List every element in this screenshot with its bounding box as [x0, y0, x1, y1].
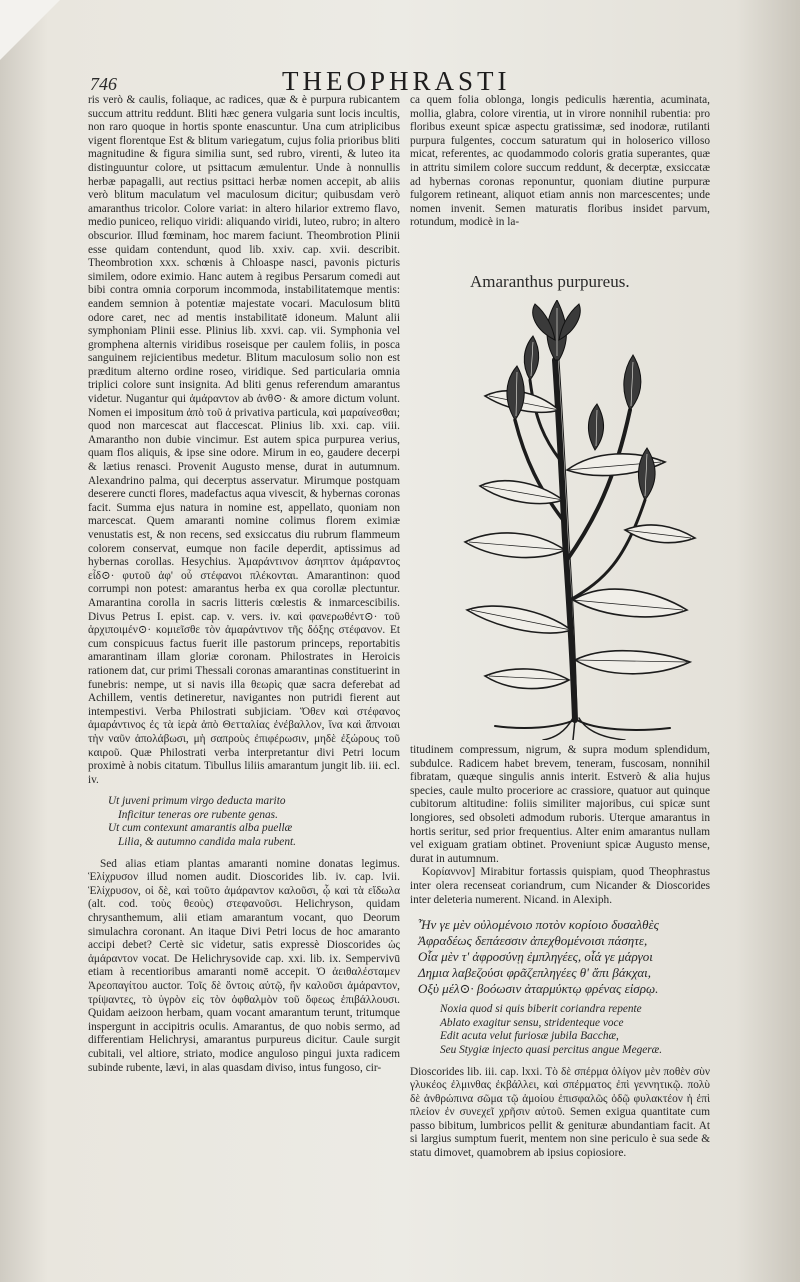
greek-verse-line: Οξὺ μέλ⊙· βοόωσιν ἀταρμύκτῳ φρένας εἰσρῳ. [418, 981, 659, 997]
latin-verse-translation [440, 1003, 710, 1057]
greek-verse-line: Δημια λαβεζούσι φρᾶζεπληγέες θ' ἅπι βάκχαι, [418, 965, 652, 981]
page-fold-corner [0, 0, 60, 60]
left-paragraph: ris verò & caulis, foliaque, ac radices, quæ & è purpura rubicantem succum attritu reddunt. Bliti hæc genera vulgaria sunt locis incultis, non raro quoque in hortis sponte enascuntur. Una cum atriplicibus vigent florentque Est & blitum variegatum, cujus folia prioribus bliti magnitudine & figura similia sunt, sed rubro, virenti, & luteo ita distinguuntur colore, ut psittacum æmulentur. Unde à nonnullis herbæ papagalli, aut rectius psittaci herbæ nomen accepit, ab aliis verò blitum maculatum vel maculosum dicitur; quibusdam verò amaranthus tricolor. Colore variat: in altero hilarior extremo flavo, medio puniceo, reliquo viridi: aliquando viridi, luteo, rubro; in altero obscurior. Illud fœminam, hoc marem faciunt. Theombrotion Plinii esse quidam contendunt, quod lib. xxiv. cap. xvii. describit. Theombrotion xxx. schœnis à Chloaspe nasci, pavonis picturis similem, odore eximio. Hanc autem à regibus Persarum comedi aut bibi contra omnia corporum incommoda, instabilitatemque mentis: eandem semnion à potentiæ majestate vocari. Maculosum blitū odore caret, nec ad mentis instabilitatē idoneum. Malunt alii symphoniam Plinii esse. Plinius lib. xxvi. cap. vii. Symphonia vel gromphena alternis viridibus roseisque per caulem foliis, in posca sanguinem rejicientibus medetur. Blitum maculosum solio non est præditum alterno ordine roseo, viridique. Sed particularia omnia triplici colore sunt insignita. Ad bliti genus referendum amarantus videtur. Nugantur qui ἀμάραντον ab ἀνθ⊙· & amore dictum volunt. Nomen ei impositum ἀπὸ τοῦ ἀ privativa particula, καὶ μαραίνεσθαι; quod non marcescat aut flaccescat. Plinius lib. xxi. cap. viii. Amarantho non dubie vincimur. Est autem spica purpurea verius, quam flos aliquis, & ipse sine odore. Mirum in eo, gaudere decerpi & lætius renasci. Provenit Augusto mense, durat in autumnum. Alexandrino palma, qui decerptus asservatur. Mirumque postquam deserere cuncti flores, madefactus aqua vivescit, & hybernas coronas facit. Summa ejus natura in nomine est, appellato, quoniam non marcescat. Quem amaranti nomine colimus florem eximiæ venustatis est, & non recens, sed exsiccatus diu rubrum flammeum colorem conservat, eumque non facile deperdit, aptissimus ad hybernas corollas. Hesychius. Ἀμαράντινον ἀσηπτον ἀμάραντος εἶδ⊙· φυτοῦ ἀφ' οὗ στέφανοι πλέκονται. Amarantinon: quod corrumpi non potest: amarantus herba ex qua corollæ plectuntur. Amarantina corolla in sacris litteris cœlestis & inmarcescibilis. Divus Petrus I. epist. cap. v. vers. iv. καὶ φανερωθέντ⊙· τοῦ ἀρχιποιμέν⊙· κομιεῖσθε τὸν ἀμαράντινον τῆς δόξης στέφανον. Et cum conspicuus factus fuerit ille pastorum princeps, reportabitis amarantinam illam gloriæ coronam. Philostrates in Heroicis rationem dat, cur primi Thessali coronas amarantinas constituerint in funebris: nempe, ut si navis illa θεωρὶς quæ sacra deferebat ad Achillem, ventis detineretur, navigantes non putridi fierent aut intempestivi. Verba Philostrati subjiciam. Ὅθεν καὶ στέφανος ἀμαράντινος ἐς τὰ ἱερὰ ἀπὸ Θετταλίας ἐνέβαλλον, ἵνα καὶ ἄπνοιαι τὴν ναῦν ἀπολάβωσι, μὴ σαπροὺς ἐπιφέρωσιν, μηδὲ ἐξώρους τοῦ καιροῦ. Quæ Philostrati verba interpretantur divi Petri locum proximè à nobis citatum. Tibullus liliis amarantum jungit lib. iii. ecl. iv. [88, 94, 400, 786]
right-column-bottom [410, 744, 710, 1161]
nicander-greek-verse [418, 917, 710, 997]
koriannon-note: Κορίαννον] Mirabitur fortassis quispiam, quod Theophrastus inter olera recenseat coriandrum, cum Nicander & Dioscorides inter deleteria numerent. Nicand. in Alexiph. [410, 866, 710, 906]
greek-verse-line: Ἦν γε μὲν οὐλομένοιο ποτὸν κορίοιο δυσαλθὲς [418, 917, 659, 933]
right-column-top [410, 94, 710, 230]
figure-caption: Amaranthus purpureus. [470, 272, 630, 291]
left-column [88, 94, 400, 1075]
verse-line: Lilia, & autumno candida mala rubent. [118, 836, 296, 849]
greek-verse-line: Ἀφραδέως δεπάεσσιν ἀπεχθομένοισι πάσητε, [418, 933, 648, 949]
right-bottom-paragraph: titudinem compressum, nigrum, & supra modum splendidum, subdulce. Radicem habet brevem, teneram, fuscosam, nonnihil fibratam, quæque singulis annis interit. Estverò & alia hujus species, caule multo proceriore ac crassiore, quatuor aut quinque cubitorum altitudine: foliis similiter majoribus, cui spicæ sunt longiores, sed obsoleti admodum ruboris. Uterque amarantus in hortis seritur, sed prior frequentius. Alter enim amarantus nullam vel exiguam gratiam obtinet. Proveniunt spicæ Augusto mense, durat in autumnum. [410, 744, 710, 865]
latin-verse-line: Noxia quod si quis biberit coriandra repente [440, 1003, 642, 1016]
verse-line: Inficitur teneras ore rubente genas. [118, 808, 278, 821]
tibullus-verse [108, 795, 400, 849]
latin-verse-line: Ablato exagitur sensu, stridenteque voce [440, 1016, 624, 1029]
right-top-paragraph: ca quem folia oblonga, longis pediculis hærentia, acuminata, mollia, glabra, colore virentia, ut in virore nonnihil rubentia: pro floribus exeunt spicæ aspectu gratissimæ, sed inodoræ, rutilanti purpura fulgentes, coccum saturatum qui in holoserico villoso micat, referentes, ac quodammodo coloris gratia superantes, quæ in attritu similem colore succum reddunt, & decerptæ, exsiccatæ ad hybernas coronas reponuntur, quoniam diutine purpuræ fulgorem retineant, aliquot etiam annis non marcescentes; unde nomen invenit. Semen maturatis floribus insidet parvum, rotundum, modicè in la- [410, 94, 710, 229]
greek-verse-line: Οἷα μὲν τ' ἀφροσύνῃ ἐμπληγέες, οἷά γε μάργοι [418, 949, 653, 965]
dioscorides-paragraph: Dioscorides lib. iii. cap. lxxi. Τὸ δὲ σπέρμα ὀλίγον μὲν ποθὲν σὺν γλυκέος ἐλμινθας ἐκβάλλει, καὶ σπέρματος ἐπὶ γεννητικῷ. πολὺ δὲ ἀνθρώπινα σῶμα τῷ ἀμοίου ἐπισφαλῶς ὁδῷ φυλακτέον ἡ ἐπὶ πλείον ἐν συνεχεῖ χρῆσιν αὐτοῦ. Semen exigua quantitate cum passo bibitum, lumbricos pellit & genituræ abundantiam facit. At si largius sumptum fuerit, mentem non sine periculo è sua sede & statu dimovet, quamobrem ab ipsius copiosiore. [410, 1065, 710, 1160]
amaranthus-woodcut-illustration [455, 300, 705, 740]
verse-line: Ut juveni primum virgo deducta marito [108, 795, 286, 808]
running-head: THEOPHRASTI [282, 66, 511, 96]
latin-verse-line: Edit acuta velut furiosæ jubila Bacchæ, [440, 1030, 619, 1043]
verse-line: Ut cum contexunt amarantis alba puellæ [108, 822, 293, 835]
left-closing-paragraph: Sed alias etiam plantas amaranti nomine donatas legimus. Ἑλίχρυσον illud nomen audit. Dioscorides lib. iv. cap. lvii. Ἑλίχρυσον, οἱ δὲ, καὶ τοῦτο ἀμάραντον καλοῦσι, ᾧ καὶ τὰ εἴδωλα (alt. cod. τοὺς θεοὺς) στεφανοῦσι. Helichryson, quidam chrysanthemum, alii etiam amarantum vocant, quo Deorum simulachra coronant. An itaque Divi Petri locus de hoc amaranto accipi debet? Certè sic videtur, satis expressè Dioscorides ὡς ἀμάραντον vocat. De Helichrysovide cap. xxi. lib. ix. Sempervivū etiam à recentioribus amaranti nomē accepit. Ὁ ἀειθαλέσταμεν Ἀρεοπαγίτου auctor. Τοῖς δὲ ὄντοις αὐτῷ, ἢν καλοῦσι ἀμάραντον, τρίψαντες, τὸ ὑγρὸν εἰς τὸν ὀφθαλμὸν τοῦ ὄφεως ἐπιβάλλουσι. Quidam aeizoon herbam, quam vocant amarantum terunt, tritumque inspergunt in accipitris oculis. Amarantus, de quo nobis sermo, ad differentiam Helichrysi, amarantus purpureus dicitur. Caule surgit cubitali, vel altiore, striato, modice anguloso pingui juxta radicem subinde rubente, lævi, in alas quasdam diviso, intus fungoso, cir- [88, 857, 400, 1074]
page-number: 746 [90, 74, 117, 94]
latin-verse-line: Seu Stygiæ injecto quasi percitus angue Megeræ. [440, 1043, 663, 1056]
